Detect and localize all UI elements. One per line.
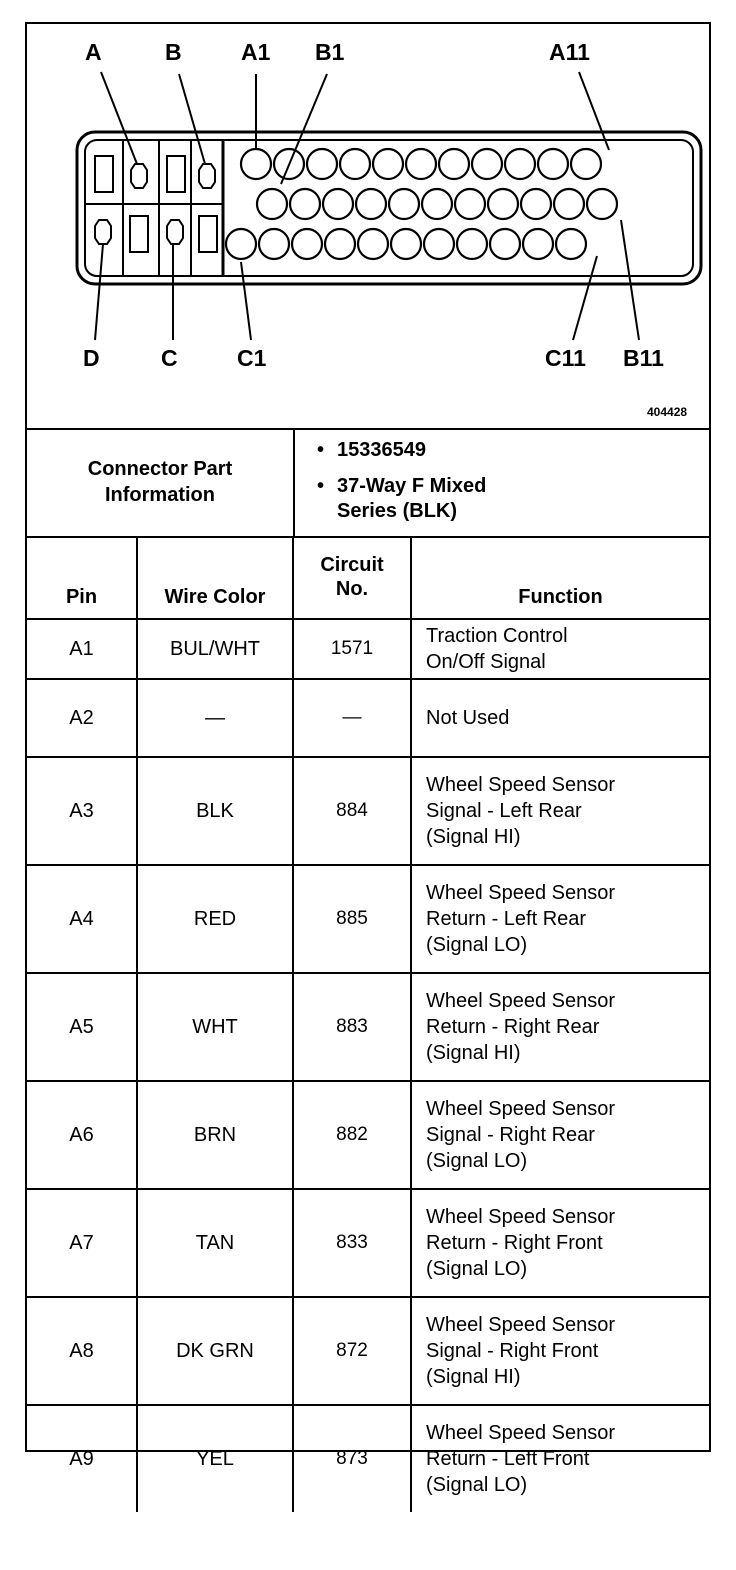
cavity-row-c <box>226 229 586 259</box>
terminal-d <box>95 220 111 244</box>
header-circuit-line1: Circuit <box>320 554 384 576</box>
function-line: Return - Left Rear <box>426 908 587 930</box>
pin-label-c1: C1 <box>237 345 267 371</box>
function-line: Wheel Speed Sensor <box>426 990 616 1012</box>
function-line: (Signal LO) <box>426 1258 528 1280</box>
table-row <box>27 973 709 1081</box>
header-circuit-line2: No. <box>335 578 369 600</box>
header-pin: Pin <box>27 536 137 619</box>
function-cell <box>411 1405 709 1512</box>
connector-diagram <box>27 24 709 430</box>
table-row <box>27 1081 709 1189</box>
leader-c1 <box>241 262 251 340</box>
part-number <box>337 438 577 463</box>
pin-cavity <box>455 189 485 219</box>
pin-label-c11: C11 <box>545 345 586 371</box>
table-row <box>27 1189 709 1297</box>
pin-cavity <box>307 149 337 179</box>
pin-cavity <box>439 149 469 179</box>
pin-cavity <box>505 149 535 179</box>
power-cell-top-1 <box>95 156 113 192</box>
pin-cavity <box>241 149 271 179</box>
function-cell <box>411 1189 709 1297</box>
function-line: Wheel Speed Sensor <box>426 1314 616 1336</box>
description-line1: 37-Way F Mixed <box>337 475 487 497</box>
pin-cavity <box>556 229 586 259</box>
pin-cavity <box>373 149 403 179</box>
pin-cell: A8 <box>27 1297 137 1405</box>
pin-label-d: D <box>83 345 100 371</box>
description-line2: Series (BLK) <box>337 500 458 522</box>
pin-cavity <box>587 189 617 219</box>
pin-label-a: A <box>85 39 102 65</box>
pin-cavity <box>391 229 421 259</box>
pin-cell: A3 <box>27 757 137 865</box>
terminal-a <box>131 164 147 188</box>
connector-part-info <box>27 428 709 538</box>
function-line: Signal - Right Rear <box>426 1124 595 1146</box>
connector-part-info-label <box>27 428 295 536</box>
pin-cavity <box>523 229 553 259</box>
wire-color-cell: BRN <box>137 1081 293 1189</box>
table-header-row <box>27 536 709 619</box>
function-line: (Signal LO) <box>426 934 528 956</box>
function-line: Not Used <box>426 707 510 729</box>
pin-cavity <box>323 189 353 219</box>
terminal-c <box>167 220 183 244</box>
pin-cavity <box>538 149 568 179</box>
function-line: Wheel Speed Sensor <box>426 774 616 796</box>
circuit-no-cell: 1571 <box>293 619 411 679</box>
leader-c11 <box>573 256 597 340</box>
function-line: (Signal LO) <box>426 1150 528 1172</box>
power-cell-bottom-4 <box>199 216 217 252</box>
function-line: Wheel Speed Sensor <box>426 882 616 904</box>
pin-cavity <box>292 229 322 259</box>
pin-cavity <box>457 229 487 259</box>
pin-cell: A7 <box>27 1189 137 1297</box>
pin-cell: A9 <box>27 1405 137 1512</box>
part-number-value: 15336549 <box>337 439 426 461</box>
function-line: Traction Control <box>426 625 568 647</box>
wire-color-cell: WHT <box>137 973 293 1081</box>
pin-cavity <box>422 189 452 219</box>
function-line: (Signal HI) <box>426 826 521 848</box>
wire-color-cell: DK GRN <box>137 1297 293 1405</box>
table-row <box>27 619 709 679</box>
leader-a11 <box>579 72 609 150</box>
power-cell-top-3 <box>167 156 185 192</box>
pinout-rows <box>27 619 709 1512</box>
function-cell <box>411 865 709 973</box>
function-line: Signal - Right Front <box>426 1340 599 1362</box>
circuit-no-cell: 833 <box>293 1189 411 1297</box>
function-line: (Signal LO) <box>426 1474 528 1496</box>
circuit-no-cell: 882 <box>293 1081 411 1189</box>
pin-label-a11: A11 <box>549 39 590 65</box>
wire-color-cell: YEL <box>137 1405 293 1512</box>
pin-cavity <box>340 149 370 179</box>
function-cell <box>411 1081 709 1189</box>
function-line: Return - Right Front <box>426 1232 603 1254</box>
circuit-no-cell: 872 <box>293 1297 411 1405</box>
leader-a <box>101 72 137 164</box>
pin-cavity <box>406 149 436 179</box>
pin-cavity <box>257 189 287 219</box>
connector-drawing <box>27 24 709 428</box>
pin-cavity <box>472 149 502 179</box>
function-line: Wheel Speed Sensor <box>426 1098 616 1120</box>
pin-label-a1: A1 <box>241 39 271 65</box>
table-row <box>27 757 709 865</box>
function-line: (Signal HI) <box>426 1042 521 1064</box>
power-cell-bottom-2 <box>130 216 148 252</box>
cavity-row-b <box>257 189 617 219</box>
function-cell <box>411 757 709 865</box>
function-cell <box>411 679 709 757</box>
info-label-line2: Information <box>105 484 215 506</box>
pin-cavity <box>488 189 518 219</box>
leader-b11 <box>621 220 639 340</box>
info-label-line1: Connector Part <box>87 458 233 480</box>
header-wire-color: Wire Color <box>137 536 293 619</box>
pin-label-b: B <box>165 39 182 65</box>
pin-cavity <box>424 229 454 259</box>
function-line: Wheel Speed Sensor <box>426 1422 616 1444</box>
cavity-row-a <box>241 149 601 179</box>
pin-cavity <box>521 189 551 219</box>
pin-cavity <box>290 189 320 219</box>
pin-cavity <box>259 229 289 259</box>
pin-cell: A1 <box>27 619 137 679</box>
header-circuit-no <box>293 536 411 619</box>
circuit-no-cell: 883 <box>293 973 411 1081</box>
circuit-no-cell: 885 <box>293 865 411 973</box>
pinout-table <box>27 536 709 1512</box>
function-cell <box>411 619 709 679</box>
figure-number: 404428 <box>647 405 688 419</box>
pin-cell: A2 <box>27 679 137 757</box>
pin-cell: A4 <box>27 865 137 973</box>
terminal-b <box>199 164 215 188</box>
pin-cavity <box>226 229 256 259</box>
function-line: Return - Left Front <box>426 1448 590 1470</box>
pin-label-b1: B1 <box>315 39 345 65</box>
header-function: Function <box>411 536 709 619</box>
pin-cavity <box>358 229 388 259</box>
pin-cavity <box>356 189 386 219</box>
function-line: On/Off Signal <box>426 651 546 673</box>
pin-cavity <box>571 149 601 179</box>
leader-d <box>95 244 103 340</box>
function-cell <box>411 973 709 1081</box>
circuit-no-cell: 873 <box>293 1405 411 1512</box>
pin-cell: A5 <box>27 973 137 1081</box>
wire-color-cell: BLK <box>137 757 293 865</box>
wire-color-cell: RED <box>137 865 293 973</box>
pin-label-c: C <box>161 345 178 371</box>
pin-cavity <box>554 189 584 219</box>
table-row <box>27 1297 709 1405</box>
function-line: (Signal HI) <box>426 1366 521 1388</box>
circuit-no-cell: — <box>293 679 411 757</box>
circuit-no-cell: 884 <box>293 757 411 865</box>
connector-description <box>337 474 577 524</box>
pin-cell: A6 <box>27 1081 137 1189</box>
pin-cavity <box>325 229 355 259</box>
connector-part-details <box>295 428 709 536</box>
pin-cavity <box>389 189 419 219</box>
table-row <box>27 865 709 973</box>
wire-color-cell: BUL/WHT <box>137 619 293 679</box>
wire-color-cell: TAN <box>137 1189 293 1297</box>
function-line: Wheel Speed Sensor <box>426 1206 616 1228</box>
function-cell <box>411 1297 709 1405</box>
pin-cavity <box>490 229 520 259</box>
connector-sheet <box>25 22 711 1496</box>
table-row <box>27 1405 709 1512</box>
function-line: Signal - Left Rear <box>426 800 582 822</box>
wire-color-cell: — <box>137 679 293 757</box>
pin-label-b11: B11 <box>623 345 664 371</box>
function-line: Return - Right Rear <box>426 1016 600 1038</box>
table-row <box>27 679 709 757</box>
